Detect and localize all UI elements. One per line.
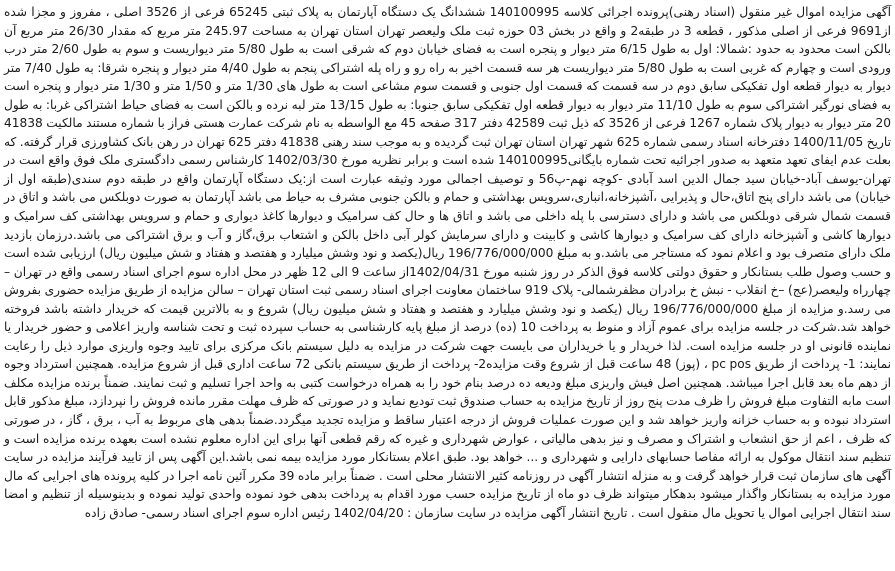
- notice-body: پرونده اجرائی کلاسه 140100995 ششدانگ یک دستگاه آپارتمان به پلاک ثبتی 65245 فرعی از 3526 اصلی ، مفروز و مجزا شده از9691 فرعی از اصلی مذکور ، قطعه 3 در طبقه2 و واقع در بخش 03 حوزه ثبت ملک ولیعصر تهران استان تهران به مساحت 245.97 متر مربع که مقدار 26/30 متر مربع آن بالکن است محدود به حدود :شمالا: اول به طول 6/15 متر دیوار و پنجره است به فضای خیابان دوم که شرقی است به طول 5/80 متر دیواریست و سوم به طول 2/60 متر درب ورودی است و چهارم که غربی است به طول 5/80 متر دیواریست هر سه قسمت اخیر به راه رو و راه پله اشتراکی پنجم به طول 4/40 متر دیوار و پنجره شرقا: به طول 7/40 متر دیوار به دیوار قطعه اول تفکیکی سابق دوم در سه قسمت که قسمت اول جنوبی و قسمت سوم مشاعی است به طول های 1/30 متر و 1/50 متر و 1/30 متر دیوار و پنجره است به فضای نورگیر اشتراکی سوم به طول 11/10 متر دیوار به دیوار قطعه اول تفکیکی سابق جنوبا: به طول 13/15 متر لبه نرده و بالکن است به فضای حیاط اشتراکی غربا: به طول 20 متر دیوار به دیوار پلاک شماره 1267 فرعی از 3526 که ذیل ثبت 42589 دفتر 317 صفحه 45 مع الواسطه به نام شرکت عمارت هستی فراز با شماره مستند مالکیت 41838 تاریخ 1400/11/05 دفترخانه اسناد رسمی شماره 625 شهر تهران استان تهران ثبت گردیده و به موجب سند رهنی 41838 دفتر 625 تهران در رهن بانک کشاورزی قرار گرفته. که بعلت عدم ایفای تعهد متعهد به صدور اجرائیه تحت شماره بایگانی140100995 شده است و برابر نظریه مورخ 1402/03/30 کارشناس رسمی دادگستری ملک فوق واقع است در تهران-یوسف آباد-خیابان سید جمال الدین اسد آبادی -کوچه نهم-پ56 و توصیف اجمالی مورد وثیقه عبارت است از:یک دستگاه آپارتمان واقع در طبقه دوم سندی(طبقه اول از خیابان) می باشد دارای پنج اتاق،حال و پذیرایی ،آشپزخانه،انباری،سرویس بهداشتی و حمام و بالکن جنوبی مشرف به حیاط می باشد آپارتمان به صورت دوبلکس می باشد و اتاق در قسمت شمال شرقی دوبلکس می باشد و دارای دسترسی با پله داخلی می باشد و اتاق ها و حال کف سرامیک و دیوارها کاغذ دیواری و حمام و سرویس بهداشتی کف سرامیک و دیوارها کاشی و آشپزخانه دارای کف سرامیک و دیوارها کاشی و کابینت و دارای سرمایش کولر آبی داخل بالکن و اشتعاب برق،گاز و آب و برق اشتراکی می باشد.درزمان بازدید ملک دارای متصرف بود و اعلام نمود که مستاجر می باشد.و به مبلغ 196/776/000/000 ریال(یکصد و نود وشش میلیارد و هفتصد و هفتاد و شش میلیون ریال) ارزیابی شده است و حسب وصول طلب بستانکار و حقوق دولتی کلاسه فوق الذکر در روز شنبه مورخ 1402/04/31از ساعت 9 الی 12 ظهر در محل اداره سوم اجرای اسناد رسمی واقع در تهران – چهارراه ولیعصر(عج) –خ انقلاب - نبش خ برادران مظفرشمالی- پلاک 919 ساختمان معاونت اجرای اسناد رسمی ثبت استان تهران – سالن مزایده از طریق مزایده حضوری بفروش می رسد.و مزایده از مبلغ 196/776/000/000 ریال (یکصد و نود وشش میلیارد و هفتصد و هفتاد و شش میلیون ریال) شروع و به بالاترین قیمت که خریدار داشته باشد فروخته خواهد شد.شرکت در جلسه مزایده برای عموم آزاد و منوط به پرداخت 10 (ده) درصد از مبلغ پایه کارشناسی به حساب سپرده ثبت و تحت شناسه واریز اعلامی و حضور خریدار یا نماینده قانونی او در جلسه مزایده است. لذا خریدار و یا خریداران می بایست جهت شرکت در مزایده به دلیل سیستم بانک مرکزی برای تایید وجوه واریزی موارد ذیل را رعایت نمایند: 1- پرداخت از طریق pc pos ، (پوز) 48 ساعت قبل از شروع وقت مزایده2- پرداخت از طریق سیستم بانکی 72 ساعت اداری قبل از شروع مزایده. همچنین استرداد وجوه از دهم ماه بعد قابل اجرا میباشد. همچنین اصل فیش واریزی مبلغ ودیعه ده درصد بنام خود را به همراه درخواست کتبی به واحد اجرا تسلیم و ثبت نمایند. ضمناً برنده مزایده مکلف است مابه التفاوت مبلغ فروش را ظرف مدت پنج روز از تاریخ مزایده به حساب صندوق ثبت تودیع نماید و در صورتی که ظرف مهلت مقرر مانده فروش را نپردازد، مبلغ مذکور قابل استرداد نبوده و به حساب خزانه واریز خواهد شد و این صورت عملیات فروش از درجه اعتبار ساقط و مزایده تجدید میگردد.ضمناً بدهی های مربوط به آب ، برق ، گاز ، در صورتی که ظرف ، اعم از حق انشعاب و اشتراک و مصرف و نیز بدهی مالیاتی ، عوارض شهرداری و غیره که رقم قطعی آنها برای این اداره معلوم نشده است بعهده برنده مزایده است و تنظیم سند انتقال موکول به ارائه مفاصا حسابهای دارایی و شهرداری و ... خواهد بود. طبق اعلام بستانکار مورد مزایده بیمه نمی باشد.این آگهی پس از تایید فرآیند مزایده در سایت آگهی های سازمان ثبت قرار خواهد گرفت و به منزله انتشار آگهی در روزنامه کثیر الانتشار محلی است . ضمناً برابر ماده 39 مکرر آئین نامه اجرا در کلیه پرونده های اجرایی که مال مورد مزایده به بستانکار واگذار میشود بدهکار میتواند ظرف دو ماه از تاریخ مزایده حسب مورد اقدام به پرداخت بدهی خود نموده واحدی تولید نموده و بدینوسیله از تنظیم و امضا سند انتقال اجرایی اموال یا تحویل مال منقول است . تاریخ انتشار آگهی مزایده در سایت سازمان : 1402/04/20 رئیس اداره سوم اجرای اسناد رسمی- صادق زاده: [4, 5, 892, 520]
- notice-title: آگهی مزایده اموال غیر منقول (اسناد رهنی): [668, 5, 891, 19]
